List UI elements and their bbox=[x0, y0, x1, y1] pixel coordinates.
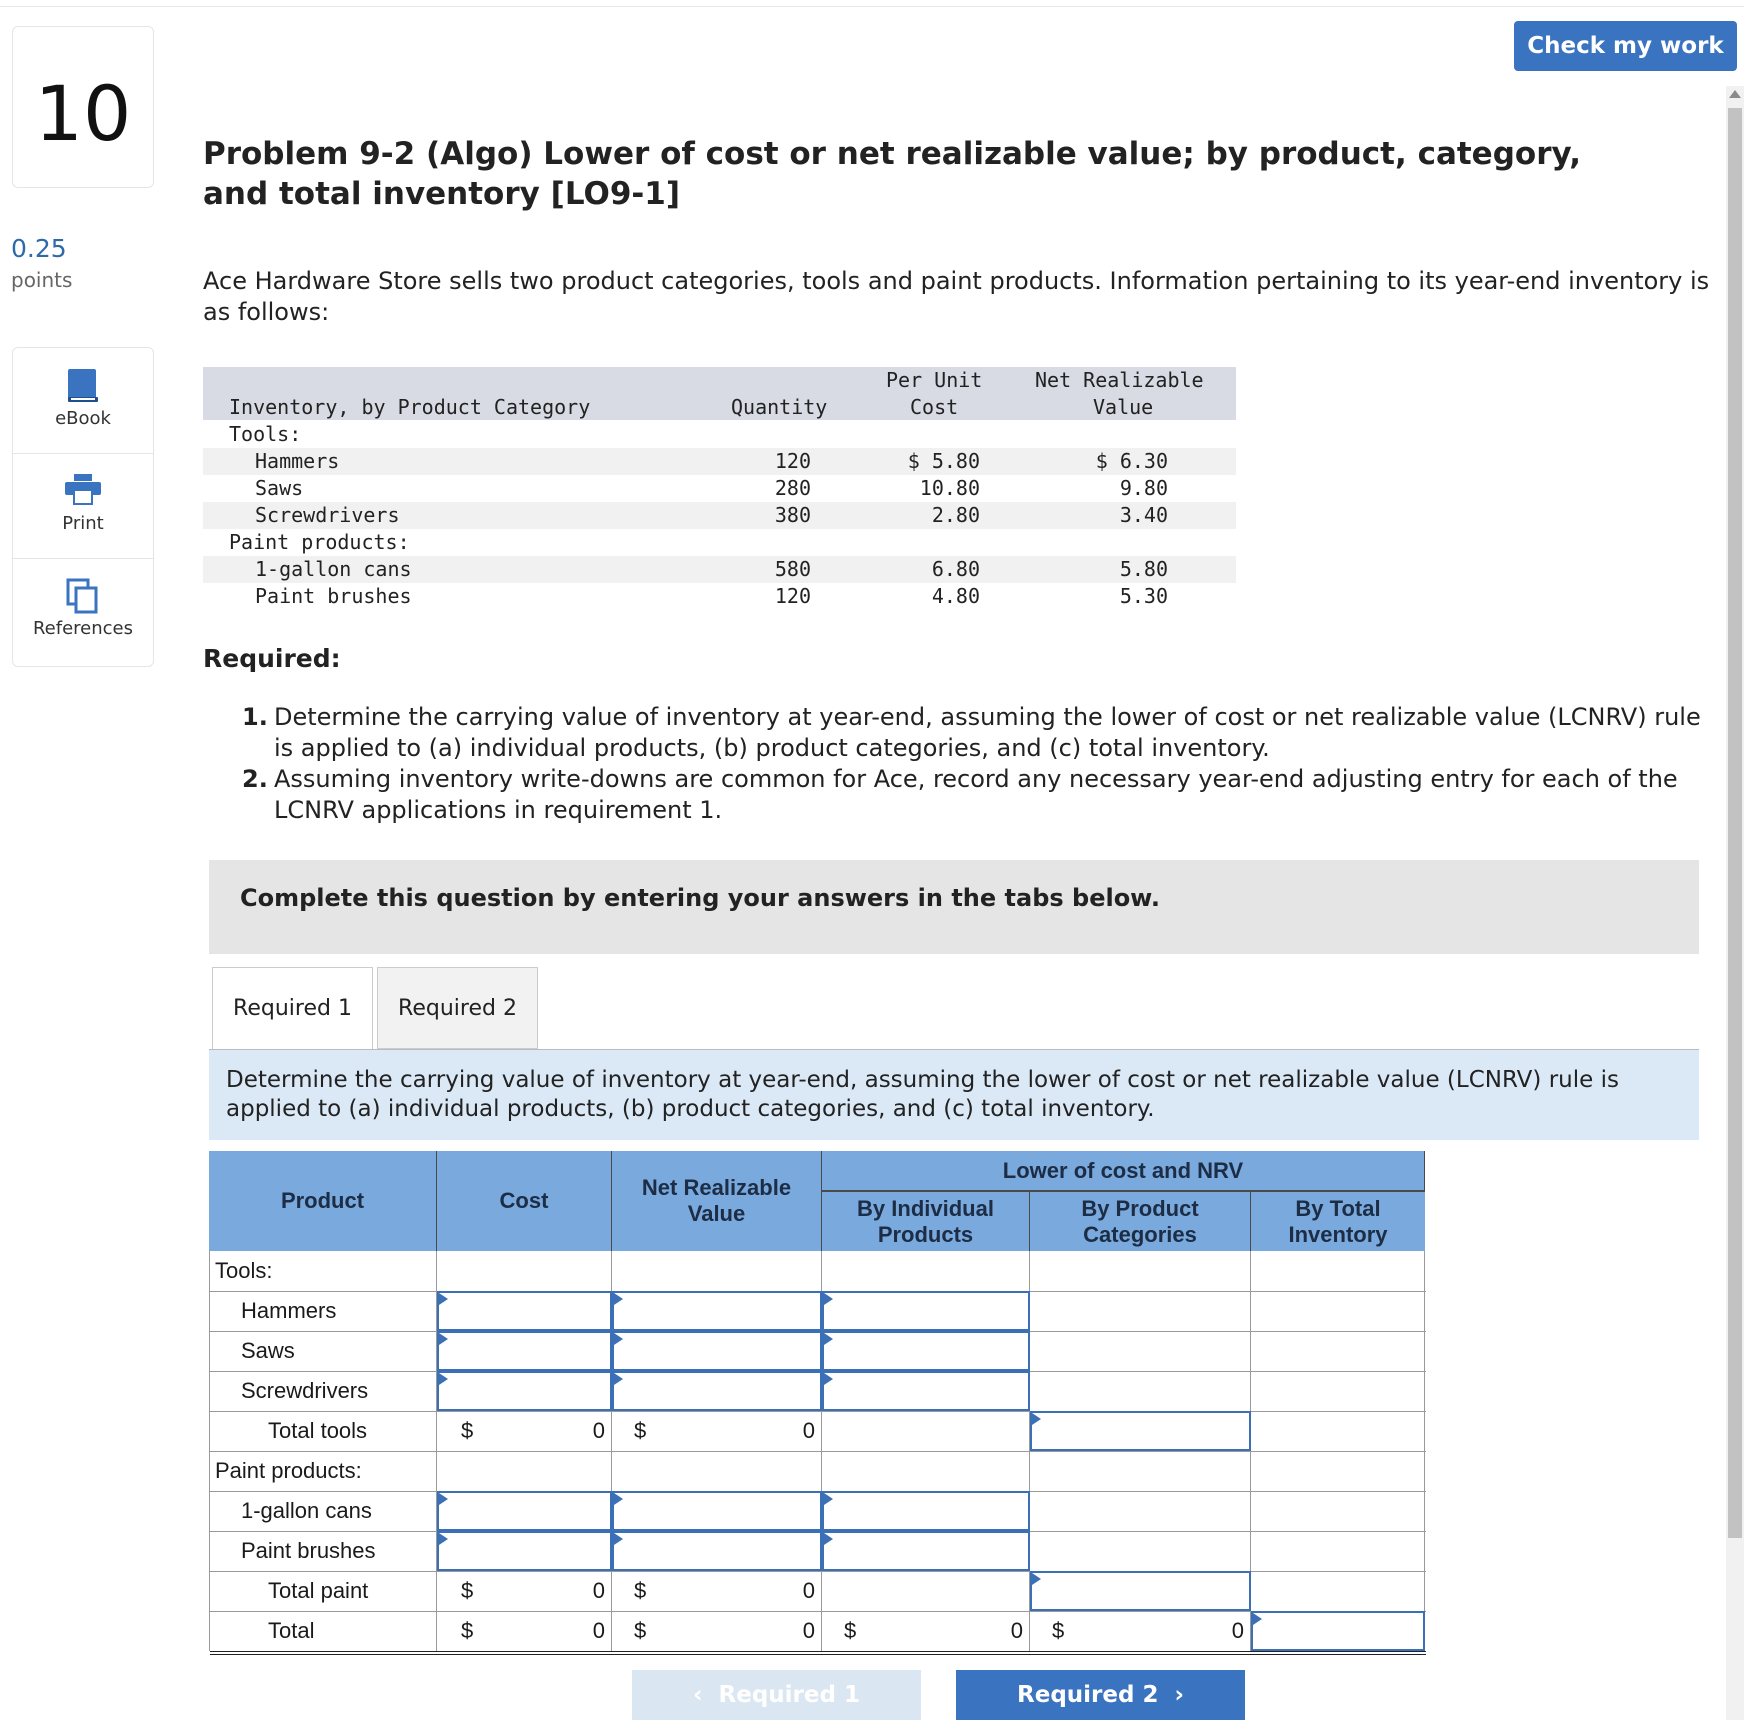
question-number-box bbox=[12, 26, 154, 188]
cell bbox=[437, 1531, 612, 1571]
row-label: Total paint bbox=[210, 1571, 437, 1611]
header-nrv: Net Realizable Value bbox=[612, 1151, 822, 1251]
cell bbox=[1030, 1371, 1251, 1411]
table-row bbox=[210, 1331, 1426, 1372]
points-value: 0.25 bbox=[11, 234, 67, 263]
inv-cost: 2.80 bbox=[931, 503, 980, 527]
row-label: Paint brushes bbox=[210, 1531, 437, 1571]
table-row bbox=[210, 1291, 1426, 1332]
currency-symbol: $ bbox=[1052, 1618, 1065, 1643]
required-heading: Required: bbox=[203, 644, 341, 673]
cell bbox=[437, 1251, 612, 1291]
paint-cost-total: 0 bbox=[592, 1578, 605, 1603]
cell bbox=[612, 1491, 822, 1531]
complete-text: Complete this question by entering your answers in the tabs below. bbox=[240, 884, 1160, 912]
row-label: Screwdrivers bbox=[210, 1371, 437, 1411]
chevron-right-icon: › bbox=[1158, 1682, 1184, 1708]
points-label: points bbox=[11, 268, 73, 292]
row-label: 1-gallon cans bbox=[210, 1491, 437, 1531]
table-row bbox=[210, 1251, 1426, 1292]
tools-nrv-total: 0 bbox=[802, 1418, 815, 1443]
brushes-individual-input[interactable] bbox=[822, 1531, 1030, 1571]
cell bbox=[1030, 1531, 1251, 1571]
resource-rail bbox=[12, 347, 154, 667]
nrv-header-2: Value bbox=[1093, 395, 1154, 419]
references-label: References bbox=[32, 618, 134, 639]
cell bbox=[437, 1451, 612, 1491]
cell bbox=[1030, 1451, 1251, 1491]
inv-qty: 580 bbox=[774, 557, 811, 581]
brushes-nrv-input[interactable] bbox=[612, 1531, 822, 1571]
header-cost: Cost bbox=[437, 1151, 612, 1251]
next-required-button[interactable] bbox=[956, 1670, 1245, 1720]
cell bbox=[1030, 1571, 1251, 1611]
problem-intro: Ace Hardware Store sells two product categories, tools and paint products. Information pertaining to its year-end inventory is as follows: bbox=[203, 267, 1710, 326]
inv-qty: 120 bbox=[774, 449, 811, 473]
inv-nrv: 5.80 bbox=[1119, 557, 1168, 581]
cell bbox=[822, 1251, 1030, 1291]
instruction-box bbox=[209, 1050, 1699, 1140]
row-label: Tools: bbox=[210, 1251, 437, 1291]
saws-nrv-input[interactable] bbox=[612, 1331, 822, 1371]
row-label: Hammers bbox=[210, 1291, 437, 1331]
required-item bbox=[242, 764, 1712, 826]
paint-label: Paint products: bbox=[229, 530, 410, 554]
inv-qty: 120 bbox=[774, 584, 811, 608]
tab-required-2[interactable]: Required 2 bbox=[377, 967, 538, 1049]
inv-name: 1-gallon cans bbox=[255, 557, 412, 581]
next-label: Required 2 bbox=[1017, 1682, 1159, 1708]
cell bbox=[1030, 1251, 1251, 1291]
currency-symbol: $ bbox=[634, 1418, 647, 1443]
currency-symbol: $ bbox=[461, 1618, 474, 1643]
currency-symbol: $ bbox=[461, 1418, 474, 1443]
cell bbox=[822, 1411, 1030, 1451]
paint-nrv-total: 0 bbox=[802, 1578, 815, 1603]
row-label: Paint products: bbox=[210, 1451, 437, 1491]
cell bbox=[612, 1251, 822, 1291]
cell bbox=[437, 1571, 612, 1611]
cell bbox=[612, 1331, 822, 1371]
row-label: Total bbox=[210, 1611, 437, 1651]
cell bbox=[612, 1611, 822, 1651]
instruction-text: Determine the carrying value of inventory at year-end, assuming the lower of cost or net realizable value (LCNRV) rule is applied to (a) individual products, (b) product categories, and (c) total inventory. bbox=[226, 1067, 1619, 1122]
currency-symbol: $ bbox=[461, 1578, 474, 1603]
prev-label: Required 1 bbox=[718, 1682, 860, 1708]
cell bbox=[437, 1491, 612, 1531]
row-label: Saws bbox=[210, 1331, 437, 1371]
check-my-work-button[interactable]: Check my work bbox=[1514, 21, 1737, 71]
total-individual: 0 bbox=[1010, 1618, 1023, 1643]
inv-nrv: 5.30 bbox=[1119, 584, 1168, 608]
inv-name: Paint brushes bbox=[255, 584, 412, 608]
cell bbox=[1030, 1611, 1251, 1651]
header-individual: By Individual Products bbox=[822, 1192, 1030, 1251]
cell bbox=[612, 1291, 822, 1331]
required-item bbox=[242, 702, 1712, 764]
inv-cost: 4.80 bbox=[931, 584, 980, 608]
cell bbox=[1030, 1331, 1251, 1371]
problem-title: Problem 9-2 (Algo) Lower of cost or net realizable value; by product, category, and total inventory [LO9-1] bbox=[203, 136, 1582, 212]
print-button[interactable] bbox=[13, 453, 153, 559]
top-border bbox=[0, 0, 1744, 7]
hammers-cost-input[interactable] bbox=[437, 1291, 612, 1331]
cell bbox=[822, 1531, 1030, 1571]
cell bbox=[612, 1571, 822, 1611]
nrv-header-1: Net Realizable bbox=[1035, 368, 1204, 392]
cell bbox=[437, 1411, 612, 1451]
cell bbox=[437, 1611, 612, 1651]
inv-nrv: 9.80 bbox=[1119, 476, 1168, 500]
cell bbox=[437, 1291, 612, 1331]
scroll-up-icon[interactable] bbox=[1729, 90, 1741, 98]
cell bbox=[437, 1371, 612, 1411]
table-row bbox=[210, 1411, 1426, 1452]
inv-name: Saws bbox=[255, 476, 304, 500]
grid-body bbox=[209, 1251, 1425, 1651]
cell bbox=[822, 1571, 1030, 1611]
saws-individual-input[interactable] bbox=[822, 1331, 1030, 1371]
total-inventory-input[interactable] bbox=[1251, 1611, 1425, 1651]
row-label: Total tools bbox=[210, 1411, 437, 1451]
cell bbox=[1030, 1291, 1251, 1331]
ebook-label: eBook bbox=[55, 408, 111, 429]
header-category: By Product Categories bbox=[1030, 1192, 1251, 1251]
cell bbox=[1030, 1491, 1251, 1531]
category-header: Inventory, by Product Category bbox=[229, 395, 591, 419]
table-row bbox=[210, 1571, 1426, 1612]
cell bbox=[822, 1371, 1030, 1411]
inv-qty: 280 bbox=[774, 476, 811, 500]
inv-nrv: 3.40 bbox=[1119, 503, 1168, 527]
saws-cost-input[interactable] bbox=[437, 1331, 612, 1371]
table-row bbox=[210, 1531, 1426, 1572]
cell bbox=[1030, 1411, 1251, 1451]
currency-symbol: $ bbox=[844, 1618, 857, 1643]
cell bbox=[437, 1331, 612, 1371]
table-row bbox=[210, 1611, 1426, 1655]
inv-cost: 10.80 bbox=[919, 476, 980, 500]
references-button[interactable] bbox=[13, 558, 153, 663]
header-product: Product bbox=[209, 1151, 437, 1251]
inv-name: Screwdrivers bbox=[255, 503, 400, 527]
print-icon bbox=[64, 473, 102, 505]
cans-individual-input[interactable] bbox=[822, 1491, 1030, 1531]
required-item-num: 1. bbox=[242, 703, 268, 731]
tab-required-1[interactable]: Required 1 bbox=[212, 967, 373, 1050]
question-number: 10 bbox=[34, 69, 132, 158]
cost-header-2: Cost bbox=[910, 395, 959, 419]
complete-banner bbox=[209, 860, 1699, 954]
answer-grid bbox=[209, 1151, 1425, 1651]
required-item-num: 2. bbox=[242, 765, 268, 793]
table-row bbox=[210, 1371, 1426, 1412]
chevron-left-icon: ‹ bbox=[693, 1682, 719, 1708]
screwdrivers-nrv-input[interactable] bbox=[612, 1371, 822, 1411]
cell bbox=[822, 1451, 1030, 1491]
quantity-header: Quantity bbox=[731, 395, 828, 419]
table-row bbox=[210, 1491, 1426, 1532]
cell bbox=[612, 1411, 822, 1451]
ebook-button[interactable] bbox=[13, 348, 153, 454]
paint-category-input[interactable] bbox=[1030, 1571, 1251, 1611]
cans-cost-input[interactable] bbox=[437, 1491, 612, 1531]
print-label: Print bbox=[62, 513, 104, 534]
total-category: 0 bbox=[1231, 1618, 1244, 1643]
cell bbox=[822, 1611, 1030, 1651]
tools-cost-total: 0 bbox=[592, 1418, 605, 1443]
currency-symbol: $ bbox=[634, 1578, 647, 1603]
screwdrivers-individual-input[interactable] bbox=[822, 1371, 1030, 1411]
currency-symbol: $ bbox=[634, 1618, 647, 1643]
ebook-icon bbox=[67, 368, 99, 404]
cell bbox=[822, 1291, 1030, 1331]
tools-category-input[interactable] bbox=[1030, 1411, 1251, 1451]
brushes-cost-input[interactable] bbox=[437, 1531, 612, 1571]
tools-label: Tools: bbox=[229, 422, 302, 446]
required-item-text: Assuming inventory write-downs are common for Ace, record any necessary year-end adjusting entry for each of the LCNRV applications in requirement 1. bbox=[274, 765, 1678, 824]
header-total: By Total Inventory bbox=[1251, 1192, 1425, 1251]
required-item-text: Determine the carrying value of inventory at year-end, assuming the lower of cost or net realizable value (LCNRV) rule is applied to (a) individual products, (b) product categories, and (c) total inventory. bbox=[274, 703, 1701, 762]
scrollbar-thumb[interactable] bbox=[1728, 108, 1742, 1538]
inv-cost: 6.80 bbox=[931, 557, 980, 581]
cost-header-1: Per Unit bbox=[886, 368, 983, 392]
total-cost: 0 bbox=[592, 1618, 605, 1643]
inv-nrv: $ 6.30 bbox=[1095, 449, 1168, 473]
header-lower: Lower of cost and NRV bbox=[822, 1151, 1425, 1192]
inv-name: Hammers bbox=[255, 449, 340, 473]
cell bbox=[612, 1531, 822, 1571]
cell bbox=[1251, 1611, 1425, 1651]
cans-nrv-input[interactable] bbox=[612, 1491, 822, 1531]
table-row bbox=[210, 1451, 1426, 1492]
references-icon bbox=[66, 578, 100, 614]
inv-qty: 380 bbox=[774, 503, 811, 527]
screwdrivers-cost-input[interactable] bbox=[437, 1371, 612, 1411]
hammers-nrv-input[interactable] bbox=[612, 1291, 822, 1331]
required-list bbox=[242, 702, 1712, 826]
hammers-individual-input[interactable] bbox=[822, 1291, 1030, 1331]
prev-required-button[interactable] bbox=[632, 1670, 921, 1720]
inv-cost: $ 5.80 bbox=[907, 449, 980, 473]
cell bbox=[822, 1491, 1030, 1531]
cell bbox=[822, 1331, 1030, 1371]
cell bbox=[612, 1451, 822, 1491]
cell bbox=[612, 1371, 822, 1411]
total-nrv: 0 bbox=[802, 1618, 815, 1643]
